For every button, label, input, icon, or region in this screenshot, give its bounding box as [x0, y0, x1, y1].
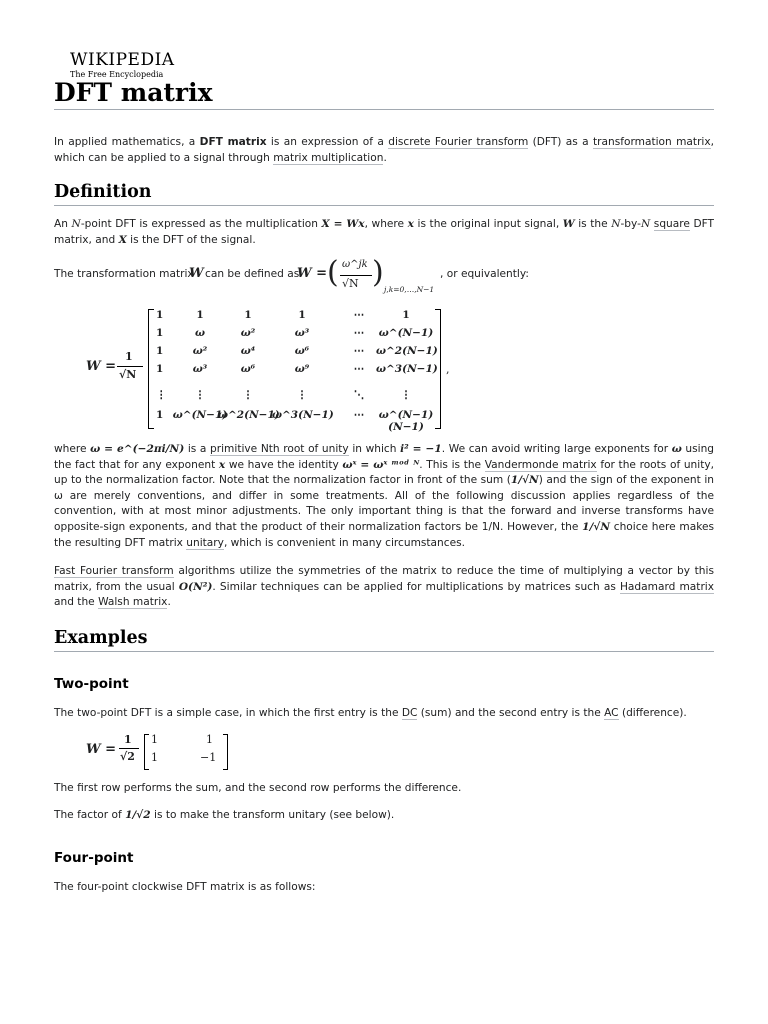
matrix-cell: ω^(N−1)	[172, 409, 228, 421]
text: (sum) and the second entry is the	[417, 707, 605, 719]
two-point-factor-paragraph	[54, 808, 714, 824]
matrix-cell: ⋯	[353, 327, 365, 339]
matrix-cell: 1	[206, 733, 213, 746]
matrix-cell: ω^(N−1)	[378, 327, 434, 339]
paren-close: )	[372, 255, 384, 290]
logo-wordmark: WIKIPEDIA	[70, 50, 175, 70]
math-factor: 1/√2	[125, 809, 151, 821]
text: and the	[54, 596, 99, 609]
math-n: N	[640, 218, 651, 230]
matrix-cell: ⋮	[400, 389, 412, 401]
heading-two-point: Two-point	[54, 676, 129, 692]
text: The factor of	[54, 809, 126, 821]
right-bracket	[223, 734, 228, 770]
matrix-cell: ω⁶	[240, 363, 256, 375]
fraction-bar	[340, 275, 372, 276]
math-x-equals-wx: X = Wx	[321, 218, 365, 230]
math-sqrt-n: √N	[119, 368, 137, 381]
matrix-cell: 1	[156, 409, 164, 421]
matrix-cell: 1	[196, 309, 204, 321]
matrix-cell: ω⁶	[294, 345, 310, 357]
matrix-cell: ⋱	[353, 389, 365, 401]
matrix-cell: ⋯	[353, 309, 365, 321]
math-i-squared: i² = −1	[400, 443, 442, 455]
text: , where	[364, 218, 408, 230]
link-walsh-matrix[interactable]: Walsh matrix	[98, 596, 168, 609]
text: is the DFT of the signal.	[126, 233, 256, 246]
link-hadamard-matrix[interactable]: Hadamard matrix	[619, 580, 715, 593]
heading-four-point: Four-point	[54, 850, 134, 866]
matrix-cell: 1	[244, 309, 252, 321]
wikipedia-logo[interactable]	[70, 50, 175, 79]
math-omega-definition: ω = e^(−2πi/N)	[90, 443, 185, 455]
matrix-cell: ω²	[192, 345, 208, 357]
link-matrix-multiplication[interactable]: matrix multiplication	[273, 151, 384, 164]
text: ) and the sign of the exponent in ω are merely conventions, and differ in some treatments. All of the following discussion applies regardless of the convention, with at most minor adjustments. The only important thing is that the forward and inverse transforms have opposite-sign exponents, and that the product of their normalization factors be 1/N. However, the	[54, 474, 714, 533]
two-point-matrix	[86, 730, 266, 774]
matrix-cell: 1	[156, 363, 164, 375]
two-point-paragraph	[54, 706, 714, 722]
fraction-bar	[117, 366, 143, 367]
link-dc[interactable]: DC	[401, 707, 418, 719]
matrix-cell: ω^(N−1)(N−1)	[378, 409, 434, 433]
matrix-cell: 1	[156, 345, 164, 357]
left-bracket	[144, 734, 149, 770]
math-capital-x: X	[118, 233, 127, 246]
matrix-cell: 1	[156, 327, 164, 339]
logo-tagline: The Free Encyclopedia	[70, 70, 164, 79]
link-transformation-matrix[interactable]: transformation matrix	[593, 136, 711, 148]
matrix-cell: ω^3(N−1)	[272, 409, 334, 421]
text: The transformation matrix	[54, 268, 194, 280]
math-normalization: 1/√N	[510, 474, 539, 487]
text: -by-	[620, 218, 641, 230]
intro-paragraph	[54, 135, 714, 166]
text: In applied mathematics, a	[54, 136, 200, 148]
math-n: N	[611, 218, 621, 230]
matrix-cell: 1	[151, 733, 158, 746]
text: (difference).	[618, 707, 687, 719]
matrix-cell: ⋯	[353, 363, 365, 375]
text: is a	[184, 443, 211, 455]
fft-paragraph	[54, 564, 714, 611]
text: The two-point DFT is a simple case, in which the first entry is the	[54, 707, 402, 719]
text: . We can avoid writing large exponents for	[441, 443, 672, 455]
text: , which is convenient in many circumstances.	[223, 536, 465, 549]
text: algorithms utilize the symmetries of the matrix to reduce the time of multiplying a vector by this matrix, from the usual	[54, 565, 714, 593]
matrix-cell: −1	[200, 751, 217, 764]
text: is to make the transform unitary (see below).	[150, 809, 395, 821]
text: is an expression of a	[266, 136, 389, 148]
text: using the fact that for any exponent	[54, 443, 715, 471]
page-title: DFT matrix	[54, 78, 714, 110]
text: . Similar techniques can be applied for multiplications by matrices such as	[212, 580, 620, 593]
link-unitary[interactable]: unitary	[186, 536, 224, 549]
math-def-numerator: ω^jk	[342, 259, 368, 270]
text: , or equivalently:	[440, 268, 529, 280]
matrix-cell: ⋯	[353, 345, 365, 357]
text: , which can be applied to a signal through	[54, 136, 715, 164]
matrix-cell: ⋯	[353, 409, 365, 421]
definition-formula-line	[54, 257, 714, 301]
text: where	[54, 443, 91, 455]
matrix-cell: ω²	[240, 327, 256, 339]
matrix-cell: ω^2(N−1)	[218, 409, 280, 421]
left-bracket	[148, 309, 154, 429]
definition-paragraph	[54, 217, 714, 248]
link-primitive-root-of-unity[interactable]: primitive Nth root of unity	[210, 443, 349, 455]
math-one: 1	[125, 350, 133, 363]
text: can be defined as	[205, 268, 300, 280]
where-paragraph	[54, 442, 714, 551]
math-normalization: 1/√N	[582, 520, 611, 533]
text: An	[54, 218, 72, 230]
heading-examples: Examples	[54, 628, 714, 652]
text: .	[167, 596, 171, 609]
dft-matrix-display	[84, 305, 504, 433]
matrix-cell: ω^2(N−1)	[376, 345, 438, 357]
math-w: W	[189, 266, 204, 281]
text: choice here makes the resulting DFT matrix	[54, 520, 714, 549]
matrix-cell: ⋮	[242, 389, 254, 401]
text: . This is the	[419, 458, 485, 471]
matrix-cell: ⋮	[296, 389, 308, 401]
fraction-bar	[119, 748, 139, 749]
math-n: N	[71, 218, 81, 230]
math-sqrt-2: √2	[120, 750, 135, 763]
text: DFT matrix, and	[54, 218, 714, 246]
math-x: x	[407, 218, 414, 230]
matrix-cell: ω³	[294, 327, 310, 339]
matrix-cell: ω⁴	[240, 345, 256, 357]
math-big-o: O(N²)	[178, 580, 213, 593]
text: is the	[574, 218, 612, 230]
math-def-subscript: j,k=0,…,N−1	[384, 285, 435, 294]
paren-open: (	[327, 255, 339, 290]
math-w-equals: W =	[297, 266, 328, 281]
math-w-equals: W =	[86, 742, 117, 757]
four-point-paragraph: The four-point clockwise DFT matrix is as follows:	[54, 881, 316, 893]
bold-term: DFT matrix	[199, 136, 267, 148]
link-ac[interactable]: AC	[604, 707, 619, 719]
text: for the roots of unity, up to the normalization factor. Note that the normalization factor in front of the sum (	[54, 458, 714, 487]
link-vandermonde-matrix[interactable]: Vandermonde matrix	[484, 458, 597, 471]
link-square[interactable]: square	[653, 218, 690, 230]
math-w: W	[562, 218, 575, 230]
matrix-cell: 1	[298, 309, 306, 321]
math-w-equals: W =	[86, 359, 117, 374]
matrix-cell: 1	[402, 309, 410, 321]
text: .	[383, 151, 387, 164]
text: (DFT) as a	[528, 136, 594, 148]
heading-definition: Definition	[54, 182, 714, 206]
matrix-cell: ⋮	[156, 389, 167, 401]
text: is the original input signal,	[413, 218, 563, 230]
text: we have the identity	[225, 458, 343, 471]
matrix-cell: 1	[151, 751, 158, 764]
link-discrete-fourier-transform[interactable]: discrete Fourier transform	[388, 136, 529, 148]
math-def-denominator: √N	[342, 277, 359, 290]
matrix-cell: ω⁹	[294, 363, 310, 375]
matrix-cell: ω	[195, 327, 205, 339]
matrix-cell: ⋮	[194, 389, 206, 401]
math-x: x	[218, 458, 226, 471]
two-point-sum-paragraph: The first row performs the sum, and the second row performs the difference.	[54, 782, 462, 794]
math-identity: ωˣ = ωˣ ᵐᵒᵈ ᴺ	[342, 458, 420, 471]
math-omega: ω	[671, 443, 682, 455]
comma: ,	[446, 363, 450, 376]
text: -point DFT is expressed as the multiplication	[80, 218, 322, 230]
matrix-cell: ω^3(N−1)	[376, 363, 438, 375]
matrix-cell: 1	[156, 309, 164, 321]
math-one: 1	[124, 733, 132, 746]
text: in which	[348, 443, 401, 455]
matrix-cell: ω³	[192, 363, 208, 375]
link-fast-fourier-transform[interactable]: Fast Fourier transform	[54, 565, 174, 577]
